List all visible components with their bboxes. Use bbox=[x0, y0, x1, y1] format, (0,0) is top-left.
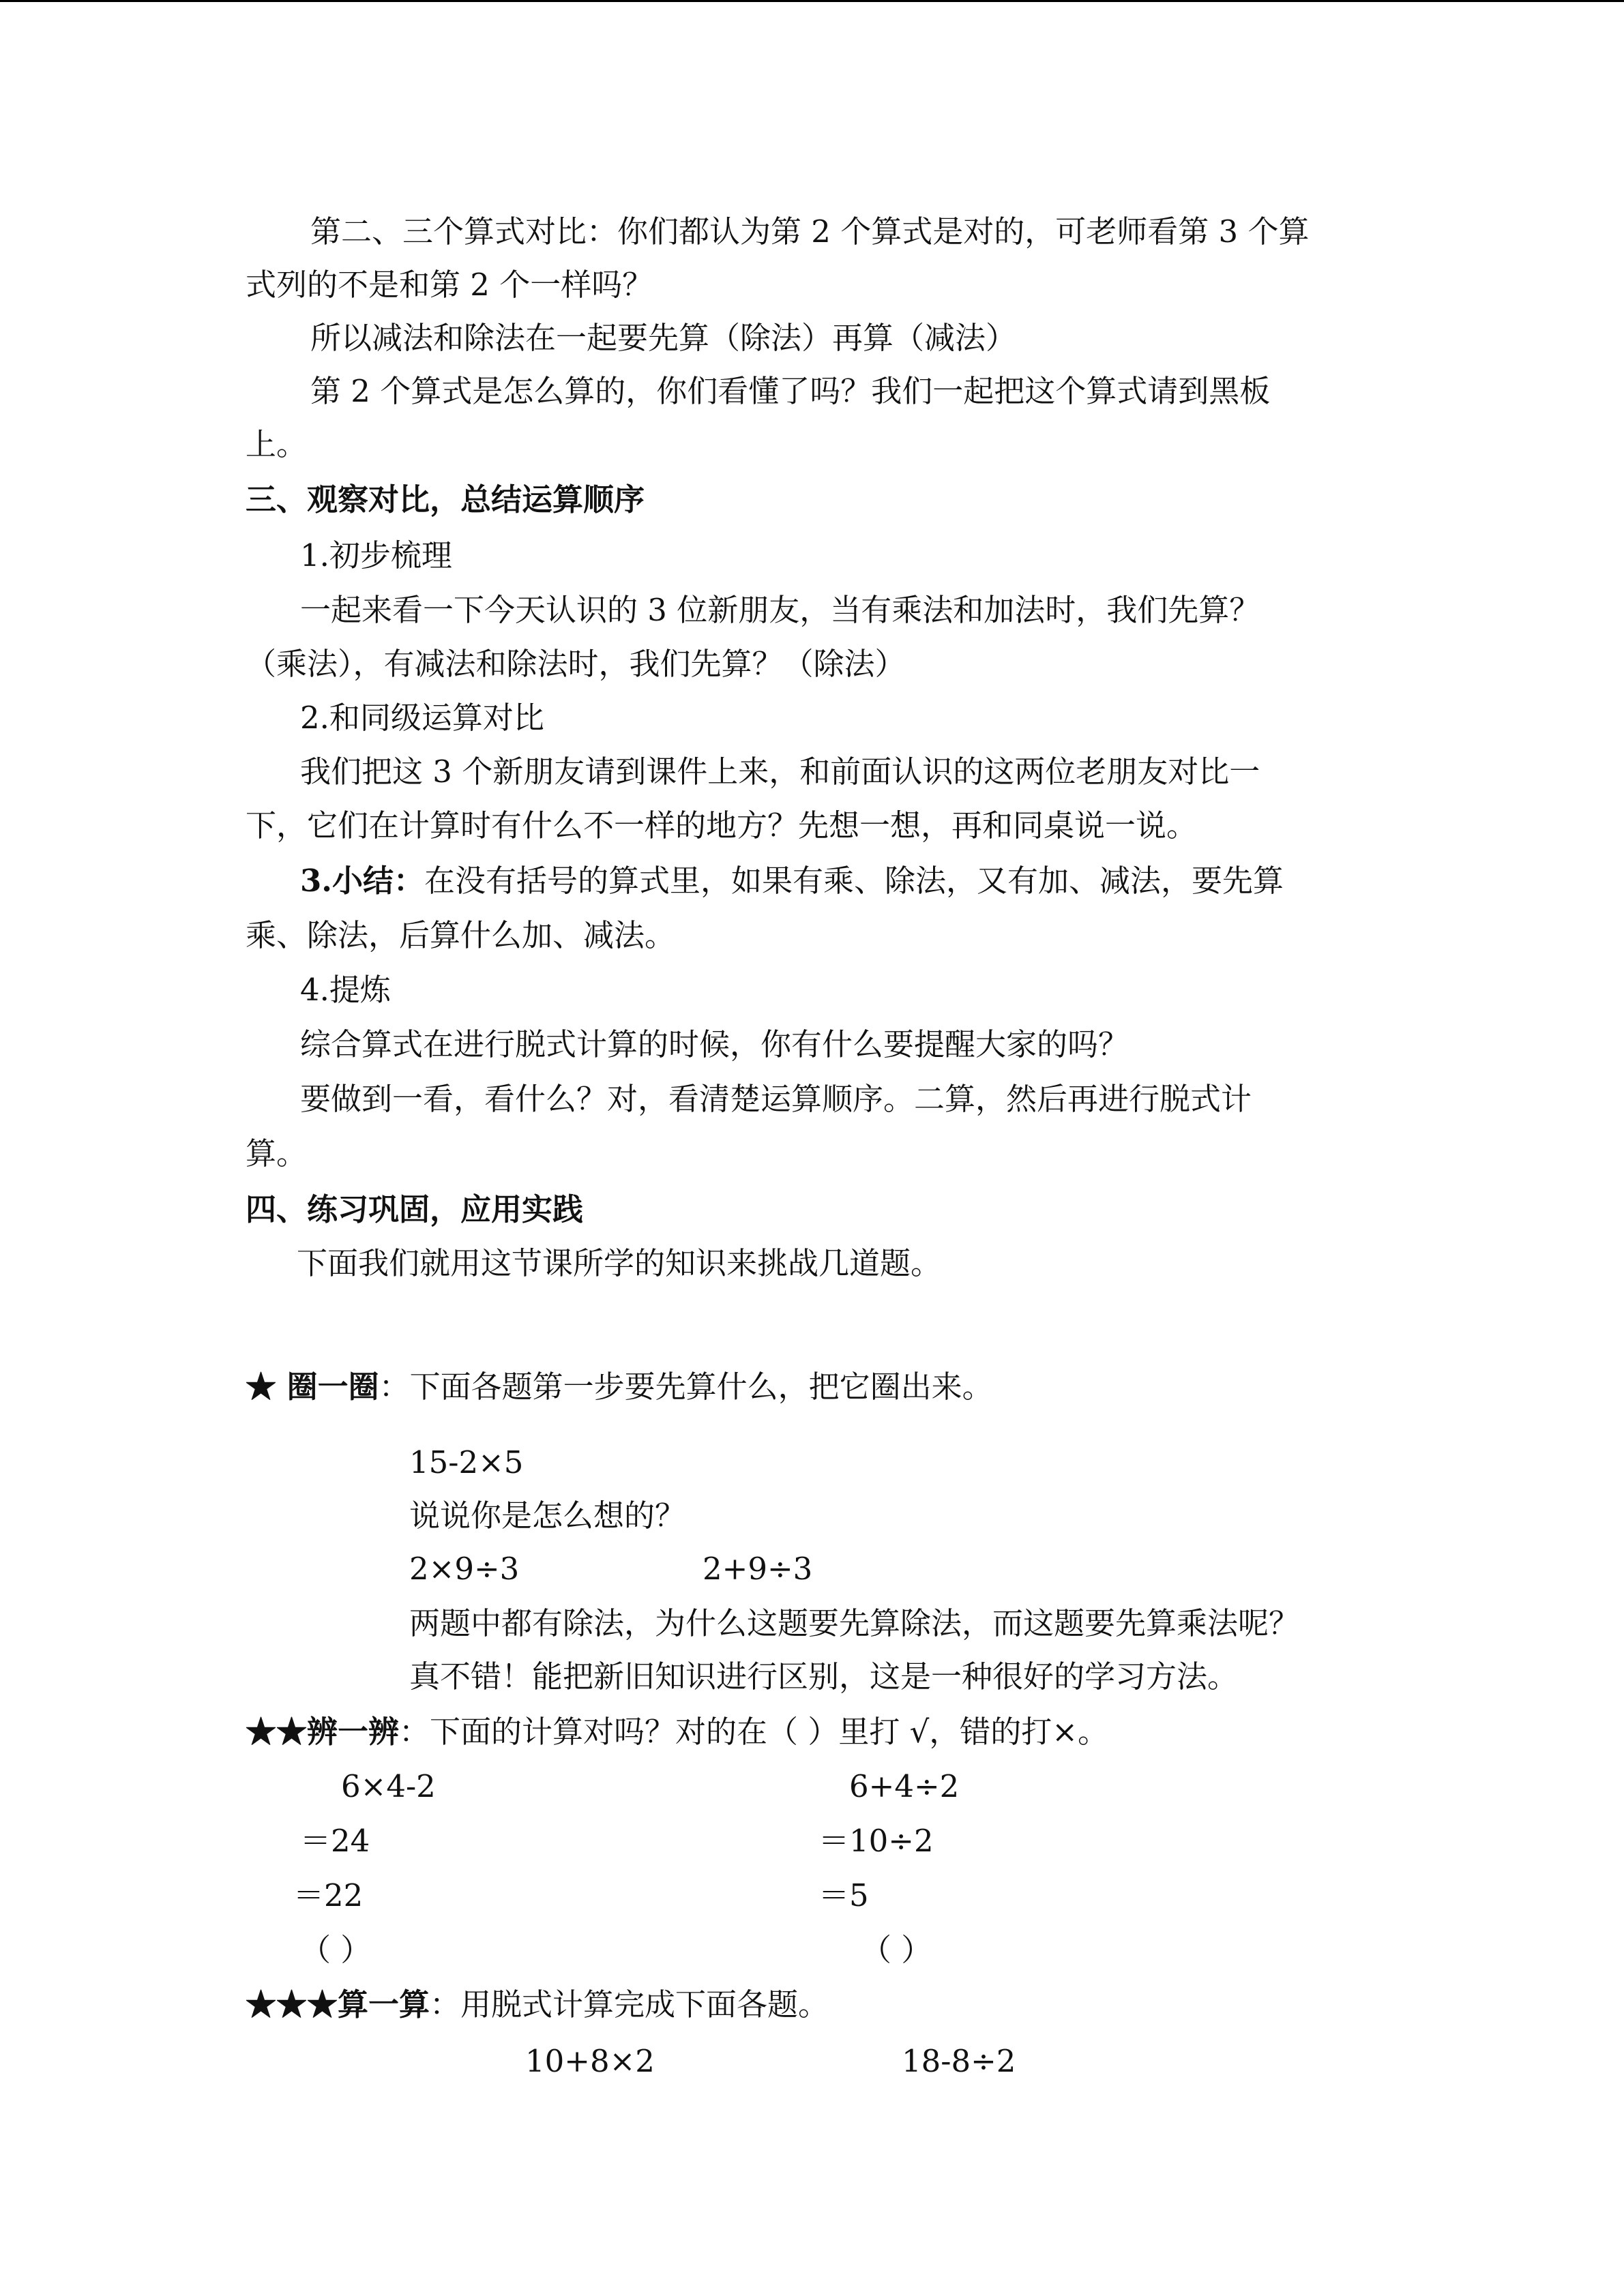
subheading: 2.和同级运算对比 bbox=[300, 700, 544, 736]
math-expression: 2×9÷3 bbox=[409, 1551, 520, 1587]
math-expression: 6+4÷2 bbox=[849, 1768, 960, 1804]
paragraph-line: 一起来看一下今天认识的 3 位新朋友，当有乘法和加法时，我们先算？ bbox=[300, 592, 1260, 628]
exercise-label: ★★★算一算 bbox=[246, 1986, 430, 2023]
paragraph-line: 两题中都有除法，为什么这题要先算除法，而这题要先算乘法呢？ bbox=[409, 1605, 1300, 1641]
math-expression: 10+8×2 bbox=[525, 2043, 655, 2079]
section-heading: 三、观察对比，总结运算顺序 bbox=[246, 481, 645, 518]
exercise-instruction: ：用脱式计算完成下面各题。 bbox=[430, 1986, 829, 2023]
section-heading: 四、练习巩固，应用实践 bbox=[246, 1191, 584, 1227]
paragraph-line: 算。 bbox=[246, 1135, 308, 1172]
math-step: ＝22 bbox=[293, 1877, 364, 1913]
exercise-heading bbox=[246, 1367, 993, 1407]
paragraph-line: 真不错！能把新旧知识进行区别，这是一种很好的学习方法。 bbox=[409, 1658, 1239, 1695]
paragraph-line: 乘、除法，后算什么加、减法。 bbox=[246, 917, 676, 953]
exercise-heading bbox=[246, 1984, 829, 2025]
exercise-label: ★ 圈一圈 bbox=[246, 1369, 379, 1405]
math-step: ＝5 bbox=[818, 1877, 869, 1913]
math-expression: 6×4-2 bbox=[341, 1768, 436, 1804]
exercise-instruction: ：下面的计算对吗？对的在（ ）里打 √，错的打×。 bbox=[399, 1714, 1109, 1750]
paragraph-line: 说说你是怎么想的？ bbox=[409, 1497, 686, 1534]
exercise-label: ★★辨一辨 bbox=[246, 1714, 400, 1750]
math-step: ＝10÷2 bbox=[818, 1823, 934, 1859]
summary-text: 在没有括号的算式里，如果有乘、除法，又有加、减法，要先算 bbox=[424, 863, 1284, 899]
subheading: 4.提炼 bbox=[300, 972, 391, 1008]
subheading: 1.初步梳理 bbox=[300, 537, 452, 573]
paragraph-line: （乘法），有减法和除法时，我们先算？（除法） bbox=[246, 646, 906, 682]
paragraph-line: 下面我们就用这节课所学的知识来挑战几道题。 bbox=[297, 1245, 942, 1281]
top-border-line bbox=[0, 0, 1624, 2]
paragraph-line: 所以减法和除法在一起要先算（除法）再算（减法） bbox=[310, 320, 1017, 356]
paragraph-line: 第 2 个算式是怎么算的，你们看懂了吗？我们一起把这个算式请到黑板 bbox=[310, 373, 1271, 409]
paragraph-line: 下，它们在计算时有什么不一样的地方？先想一想，再和同桌说一说。 bbox=[246, 807, 1198, 844]
paragraph-line: 第二、三个算式对比：你们都认为第 2 个算式是对的，可老师看第 3 个算 bbox=[310, 213, 1310, 250]
paragraph-line: 式列的不是和第 2 个一样吗？ bbox=[246, 267, 653, 303]
math-expression: 18-8÷2 bbox=[902, 2043, 1016, 2079]
math-step: ＝24 bbox=[300, 1823, 370, 1859]
paragraph-line: 要做到一看，看什么？对，看清楚运算顺序。二算，然后再进行脱式计 bbox=[300, 1081, 1252, 1117]
answer-parentheses: （ ） bbox=[861, 1932, 932, 1968]
summary-label: 3.小结： bbox=[300, 863, 424, 899]
exercise-heading bbox=[246, 1712, 1108, 1753]
math-expression: 2+9÷3 bbox=[703, 1551, 813, 1587]
math-expression: 15-2×5 bbox=[409, 1444, 524, 1480]
paragraph-line: 综合算式在进行脱式计算的时候，你有什么要提醒大家的吗？ bbox=[300, 1026, 1130, 1062]
summary-line bbox=[300, 861, 1284, 901]
paragraph-line: 上。 bbox=[246, 426, 308, 462]
answer-parentheses: （ ） bbox=[300, 1932, 372, 1968]
exercise-instruction: ：下面各题第一步要先算什么，把它圈出来。 bbox=[379, 1369, 993, 1405]
paragraph-line: 我们把这 3 个新朋友请到课件上来，和前面认识的这两位老朋友对比一 bbox=[300, 754, 1260, 790]
